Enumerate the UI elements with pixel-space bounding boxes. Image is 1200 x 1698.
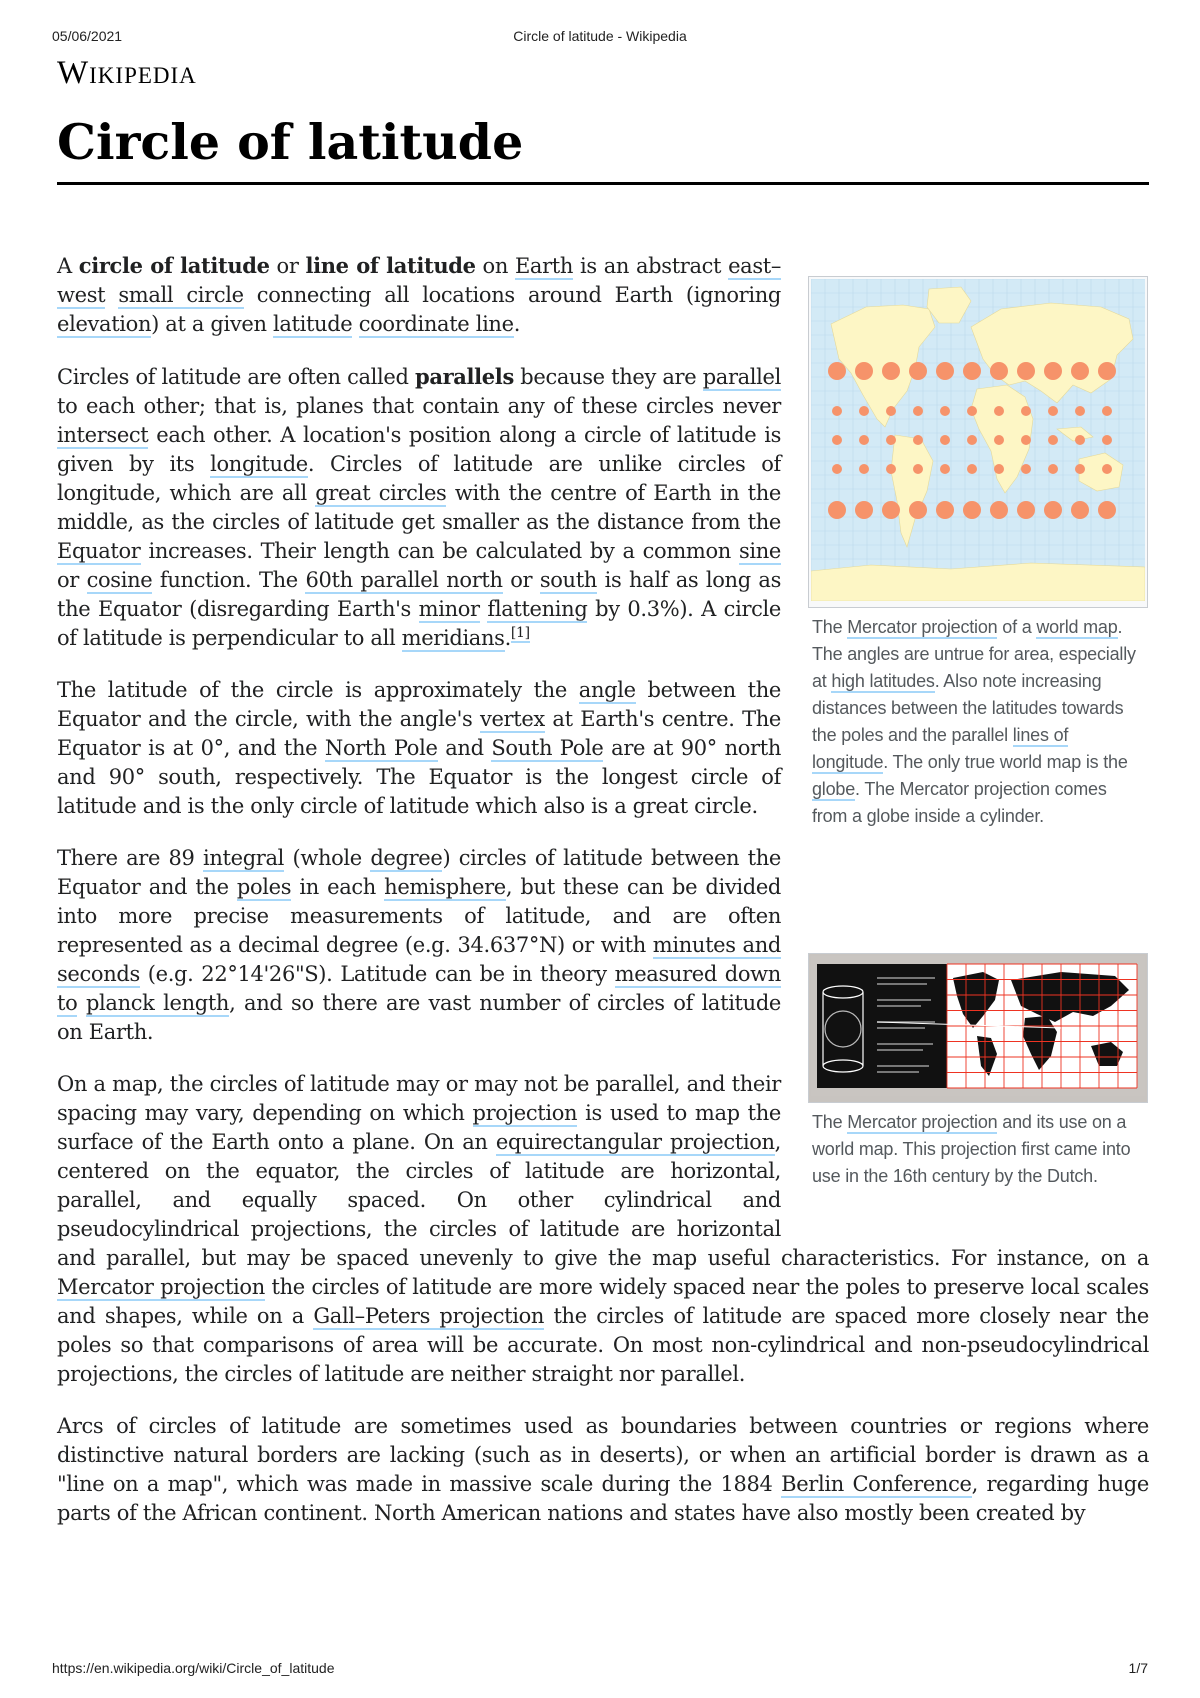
print-url: https://en.wikipedia.org/wiki/Circle_of_latitude [52, 1660, 335, 1676]
link-intersect[interactable]: intersect [57, 423, 149, 447]
link-integral[interactable]: integral [203, 846, 285, 870]
link-berlin-conference[interactable]: Berlin Conference [781, 1472, 972, 1496]
paragraph-integral: There are 89 integral (whole degree) circles of latitude between the Equator and the poles in each hemisphere, but these can be divided into more precise measurements of latitude, and are often represented as a decimal degree (e.g. 34.637°N) or with minutes and seconds (e.g. 22°14'26"S). Latitude can be in theory measured down to planck length, and so there are vast number of circles of latitude on Earth. [57, 846, 781, 1044]
figure-caption: The Mercator projection and its use on a world map. This projection first came into use in the 16th century by the Dutch. [812, 1112, 1131, 1186]
link-angle[interactable]: angle [578, 678, 636, 702]
link-flattening[interactable]: flattening [487, 597, 588, 621]
link-poles[interactable]: poles [236, 875, 292, 899]
link-equirectangular-projection[interactable]: equirectangular projection [495, 1130, 775, 1154]
link-gall-peters-projection[interactable]: Gall–Peters projection [313, 1304, 545, 1328]
print-date: 05/06/2021 [52, 28, 123, 44]
print-header [0, 28, 1200, 48]
link-sine[interactable]: sine [738, 539, 781, 563]
link-60th-parallel-north[interactable]: 60th parallel north [305, 568, 503, 592]
float-spacer [809, 251, 1149, 1226]
link-longitude[interactable]: longitude [210, 452, 308, 476]
link-planck-length[interactable]: planck length [85, 991, 230, 1015]
link-lines-of-longitude[interactable]: lines of longitude [812, 725, 1069, 772]
link-coordinate-line[interactable]: coordinate line [358, 312, 514, 336]
link-degree[interactable]: degree [370, 846, 443, 870]
paragraph-parallels: Circles of latitude are often called parallels because they are parallel to each other; that is, planes that contain any of these circles never intersect each other. A location's position along a circle of latitude is given by its longitude. Circles of latitude are unlike circles of longitude, which are all great circles with the centre of Earth in the middle, as the circles of latitude get smaller as the distance from the Equator increases. Their length can be calculated by a common sine or cosine function. The 60th parallel north or south is half as long as the Equator (disregarding Earth's minor flattening by 0.3%). A circle of latitude is perpendicular to all meridians.[1] [57, 364, 781, 650]
link-world-map[interactable]: world map [1036, 617, 1118, 637]
link-high-latitudes[interactable]: high latitudes [831, 671, 935, 691]
page-title: Circle of latitude [57, 112, 1149, 185]
link-projection[interactable]: projection [472, 1101, 578, 1125]
paragraph-angle: The latitude of the circle is approximately the angle between the Equator and the circle, with the angle's vertex at Earth's centre. The Equator is at 0°, and the North Pole and South Pole are at 90° north and 90° south, respectively. The Equator is the longest circle of latitude and is the only circle of latitude which also is a great circle. [57, 678, 782, 818]
link-north-pole[interactable]: North Pole [324, 736, 438, 760]
paragraph-intro: A circle of latitude or line of latitude on Earth is an abstract east–west small circle connecting all locations around Earth (ignoring elevation) at a given latitude coordinate line. [57, 253, 782, 336]
figure-caption: The Mercator projection of a world map. The angles are untrue for area, especially at high latitudes. Also note increasing distances between the latitudes towards the poles and the parallel lines of longitude. The only true world map is the globe. The Mercator projection comes from a globe inside a cylinder. [812, 617, 1136, 826]
link-mercator-projection[interactable]: Mercator projection [847, 1112, 998, 1132]
link-cosine[interactable]: cosine [86, 568, 153, 592]
link-latitude[interactable]: latitude [272, 312, 353, 336]
article-body [57, 251, 1149, 1551]
reference-link[interactable]: [1] [510, 625, 530, 641]
link-hemisphere[interactable]: hemisphere [384, 875, 506, 899]
link-equator[interactable]: Equator [57, 539, 141, 563]
link-vertex[interactable]: vertex [479, 707, 545, 731]
link-globe[interactable]: globe [812, 779, 856, 799]
link-south[interactable]: south [539, 568, 597, 592]
page-number: 1/7 [1128, 1660, 1148, 1676]
link-south-pole[interactable]: South Pole [491, 736, 604, 760]
link-mercator-projection[interactable]: Mercator projection [847, 617, 998, 637]
print-page-title: Circle of latitude - Wikipedia [513, 28, 687, 44]
link-small-circle[interactable]: small circle [118, 283, 244, 307]
wikipedia-logo[interactable]: Wikipedia [57, 55, 197, 91]
link-minor[interactable]: minor [418, 597, 480, 621]
link-great-circles[interactable]: great circles [315, 481, 447, 505]
link-measured-down-to[interactable]: measured down to [57, 962, 781, 1015]
link-elevation[interactable]: elevation [57, 312, 152, 336]
link-minutes-and-seconds[interactable]: minutes and seconds [57, 933, 781, 986]
link-meridians[interactable]: meridians [401, 626, 505, 650]
paragraph-projections: On a map, the circles of latitude may or may not be parallel, and their spacing may vary, depending on which projection is used to map the surface of the Earth onto a plane. On an equirectangular projection, centered on the equator, the circles of latitude are horizontal, parallel, and equally spaced. On other cylindrical and pseudocylindrical projections, the circles of latitude are horizontal and parallel, but may be spaced unevenly to give the map useful characteristics. For instance, on a Mercator projection the circles of latitude are more widely spaced near the poles to preserve local scales and shapes, while on a Gall–Peters projection the circles of latitude are spaced more closely near the poles so that comparisons of area will be accurate. On most non-cylindrical and non-pseudocylindrical projections, the circles of latitude are neither straight nor parallel. [57, 1072, 1149, 1386]
link-mercator-projection[interactable]: Mercator projection [57, 1275, 265, 1299]
link-parallel[interactable]: parallel [702, 365, 781, 389]
paragraph-borders: Arcs of circles of latitude are sometimes used as boundaries between countries or regions where distinctive natural borders are lacking (such as in deserts), or when an artificial border is drawn as a "line on a map", which was made in massive scale during the 1884 Berlin Conference, regarding huge parts of the African continent. North American nations and states have also mostly been created by [57, 1414, 1149, 1525]
link-earth[interactable]: Earth [514, 254, 574, 278]
link-east-west[interactable]: east–west [57, 254, 782, 307]
